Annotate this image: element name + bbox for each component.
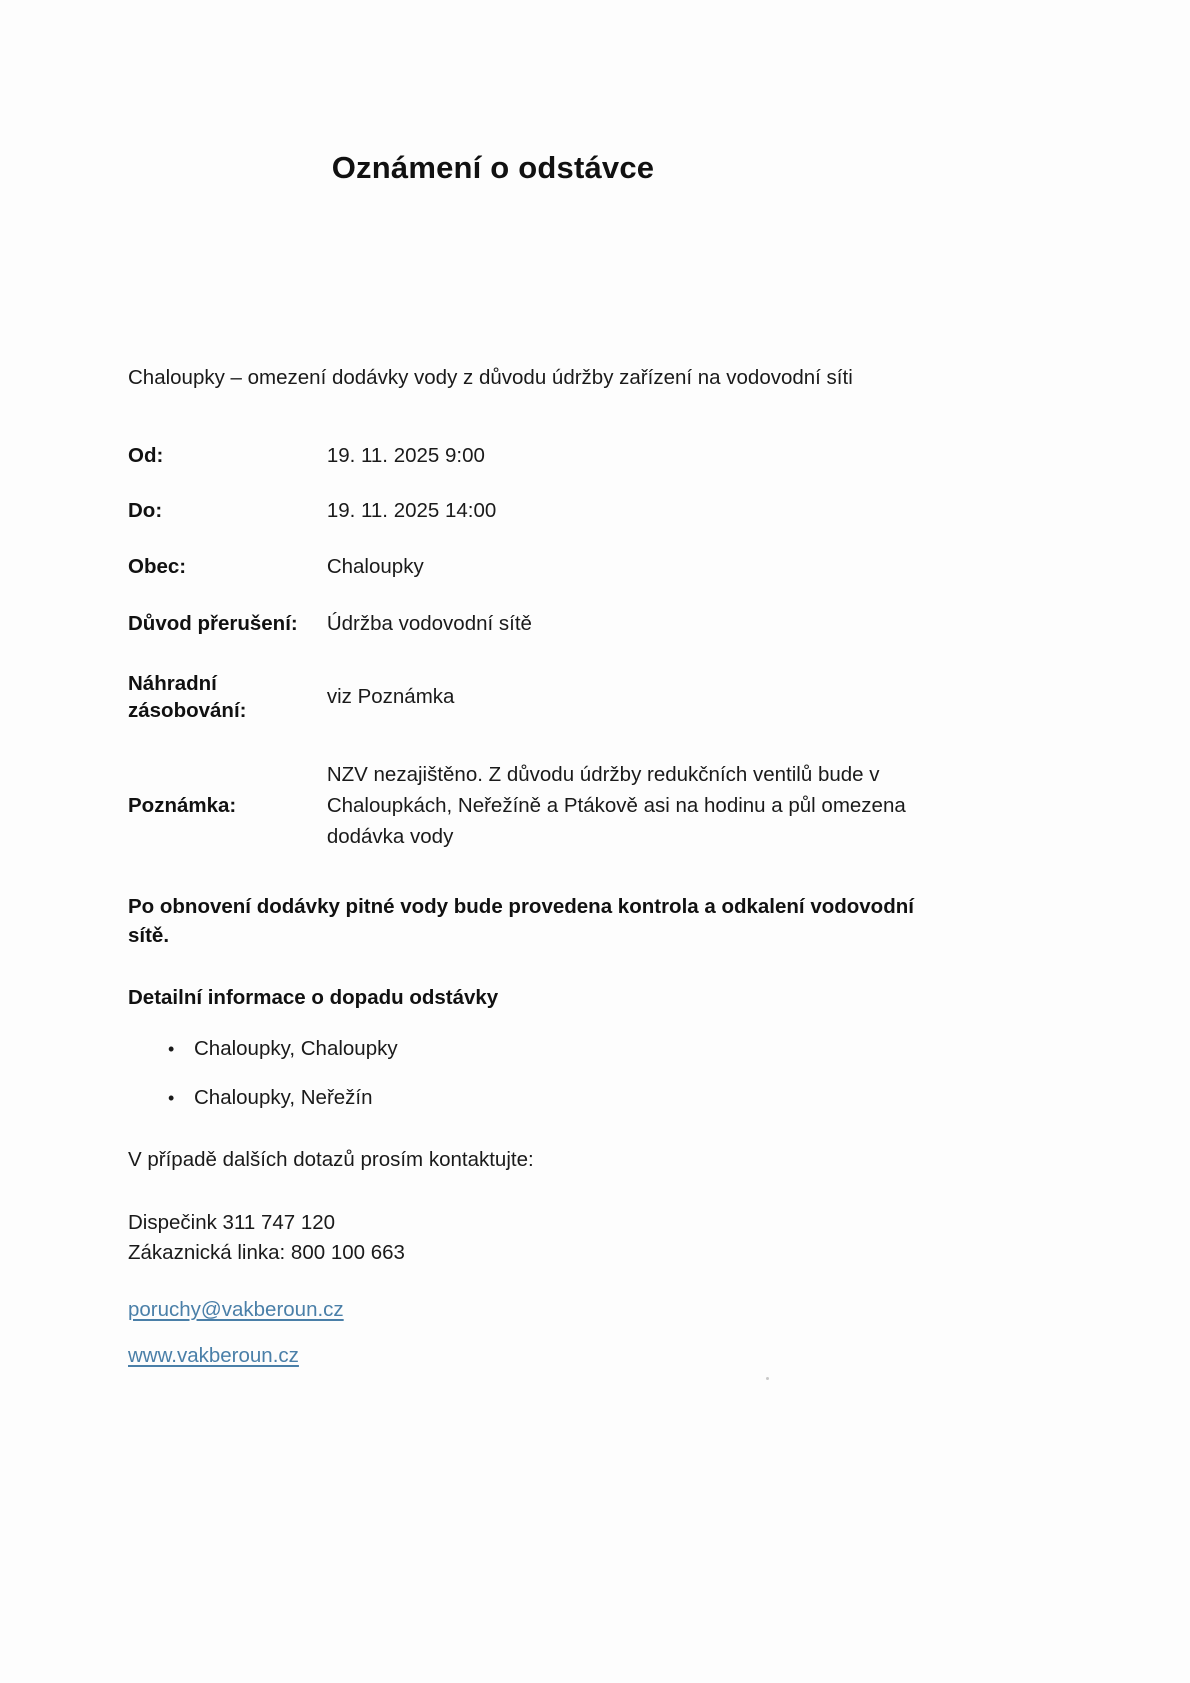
table-row bbox=[128, 483, 988, 538]
detail-value-duvod-preruseni: Údržba vodovodní sítě bbox=[326, 612, 532, 636]
table-row bbox=[128, 741, 988, 862]
restoration-notice: Po obnovení dodávky pitné vody bude provedena kontrola a odkalení vodovodní sítě. bbox=[128, 895, 914, 948]
bullet-icon: • bbox=[168, 1088, 175, 1109]
dispatch-phone: Dispečink 311 747 120 bbox=[128, 1210, 336, 1234]
email-line bbox=[128, 1268, 988, 1322]
scan-speck bbox=[766, 1377, 769, 1380]
detail-label-nahradni-zasobovani: Náhradní zásobování: bbox=[128, 671, 247, 723]
detail-value-nahradni-zasobovani: viz Poznámka bbox=[326, 685, 455, 709]
list-item-label: Chaloupky, Chaloupky bbox=[194, 1037, 398, 1061]
list-item-label: Chaloupky, Neřežín bbox=[194, 1086, 373, 1110]
table-row bbox=[128, 428, 988, 483]
detail-value-od: 19. 11. 2025 9:00 bbox=[326, 443, 485, 467]
detail-label-do: Do: bbox=[128, 499, 163, 523]
document-content bbox=[128, 0, 988, 1368]
detail-label-poznamka: Poznámka: bbox=[128, 793, 237, 817]
list-item bbox=[168, 1036, 988, 1085]
note-text: NZV nezajištěno. Z důvodu údržby redukčních ventilů bude v Chaloupkách, Neřežíně a Ptákově asi na hodinu a půl omezena dodávka vody bbox=[326, 762, 906, 848]
detail-value-poznamka bbox=[327, 741, 988, 862]
impact-list bbox=[128, 1010, 988, 1133]
contact-lead: V případě dalších dotazů prosím kontaktujte: bbox=[128, 1147, 534, 1171]
table-row bbox=[128, 654, 988, 741]
website-link[interactable]: www.vakberoun.cz bbox=[128, 1344, 299, 1368]
impact-heading: Detailní informace o dopadu odstávky bbox=[128, 986, 499, 1010]
email-link[interactable]: poruchy@vakberoun.cz bbox=[128, 1298, 344, 1322]
customer-line-phone: Zákaznická linka: 800 100 663 bbox=[128, 1240, 405, 1264]
detail-label-duvod-preruseni: Důvod přerušení: bbox=[128, 612, 298, 636]
detail-label-od: Od: bbox=[128, 443, 164, 467]
detail-label-obec: Obec: bbox=[128, 554, 187, 578]
intro-paragraph: Chaloupky – omezení dodávky vody z důvodu údržby zařízení na vodovodní síti bbox=[128, 366, 853, 389]
website-line bbox=[128, 1322, 988, 1368]
bullet-icon: • bbox=[168, 1039, 175, 1060]
contact-phones bbox=[128, 1172, 988, 1269]
detail-value-do: 19. 11. 2025 14:00 bbox=[326, 499, 497, 523]
table-row bbox=[128, 594, 988, 653]
outage-details-table bbox=[128, 428, 988, 862]
table-row bbox=[128, 539, 988, 594]
page-title: Oznámení o odstávce bbox=[331, 150, 655, 185]
list-item bbox=[168, 1085, 988, 1134]
detail-value-obec: Chaloupky bbox=[326, 554, 424, 578]
